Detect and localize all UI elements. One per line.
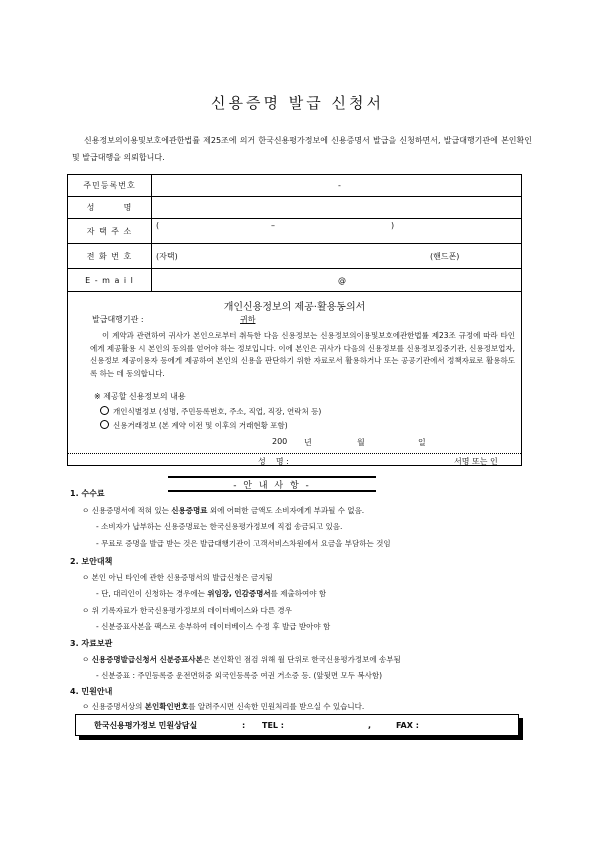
agency-label: 발급대행기관 : [92, 315, 144, 324]
date-day-unit: 일 [418, 438, 426, 447]
footer-comma: , [368, 720, 372, 730]
form-row-resident-number [68, 175, 521, 197]
form-row-email [68, 269, 521, 292]
address-postcode-dash: – [271, 220, 275, 230]
contact-footer [75, 714, 519, 736]
section-heading-security: 2. 보안대책 [70, 557, 113, 566]
form-label: E - m a i l [68, 269, 152, 291]
guide-line: ㅇ 신용증명서에 적혀 있는 신용증명료 외에 어떠한 금액도 소비자에게 부과될 수 없음. [82, 506, 365, 515]
guide-line: ㅇ 신용증명서상의 본인확인번호를 알려주시면 신속한 민원처리를 받으실 수 있습니다. [82, 702, 365, 711]
resident-number-field[interactable]: - [338, 181, 341, 190]
form-label: 전 화 번 호 [68, 244, 152, 268]
form-row-name [68, 197, 521, 219]
address-close-paren: ) [391, 220, 395, 230]
footer-separator: : [242, 720, 246, 730]
date-month-unit: 월 [357, 438, 365, 447]
guide-title: - 안 내 사 항 - [168, 476, 376, 492]
form-label: 주민등록번호 [68, 175, 152, 196]
mobile-phone-field[interactable]: (핸드폰) [430, 251, 460, 261]
consent-section [68, 292, 521, 467]
guide-line: - 무료로 증명을 발급 받는 것은 발급대행기관이 고객서비스차원에서 요금을 부담하는 것임 [96, 539, 391, 548]
application-form [67, 174, 522, 466]
signature-label: 성 명 : [258, 457, 289, 466]
intro-paragraph: 신용정보의이용및보호에관한법률 제25조에 의거 한국신용평가정보에 신용증명서 발급을 신청하면서, 발급대행기관에 본인확인 및 발급대행을 의뢰합니다. [72, 136, 532, 162]
date-year: 200 [272, 437, 288, 446]
footer-tel-label: TEL : [262, 720, 285, 730]
agency-value: 귀하 [240, 315, 256, 324]
guide-line: - 신분증표사본을 팩스로 송부하여 데이터베이스 수정 후 발급 받아야 함 [96, 622, 331, 631]
address-open-paren: ( [156, 220, 160, 230]
consent-title: 개인신용정보의 제공·활용동의서 [223, 302, 366, 313]
section-heading-storage: 3. 자료보관 [70, 639, 113, 648]
signature-row [68, 453, 521, 467]
form-row-address [68, 219, 521, 244]
document-title: 신용증명 발급 신청서 [211, 94, 384, 112]
section-heading-civil: 4. 민원안내 [70, 687, 113, 696]
name-field[interactable] [158, 197, 518, 218]
circle-bullet-icon [100, 420, 109, 429]
form-label: 자 택 주 소 [68, 219, 152, 243]
consent-body: 이 계약과 관련하여 귀사가 본인으로부터 취득한 다음 신용정보는 신용정보의이용및보호에관한법률 제23조 규정에 따라 타인에게 제공활용 시 본인의 동의를 얻어야 하는 정보입니다. 이에 본인은 귀사가 다음의 신용정보를 신용정보집중기관, 신용정보업자, 신용정보 제공이용자 등에게 제공하여 본인의 신용을 판단하기 위한 자료로서 활용하거나 또는 공공기관에서 정책자료로 활용하도록 하는 데 동의합니다. [90, 331, 515, 378]
home-phone-field[interactable]: (자택) [156, 251, 178, 261]
guide-line: ㅇ 본인 아닌 타인에 관한 신용증명서의 발급신청은 금지됨 [82, 573, 273, 582]
section-heading-fee: 1. 수수료 [70, 489, 105, 498]
consent-item: 신용거래정보 (본 계약 이전 및 이후의 거래현황 포함) [100, 420, 288, 431]
email-field[interactable]: @ [338, 275, 346, 285]
guide-line: ㅇ 신용증명발급신청서 신분증표사본은 본인확인 점검 위해 월 단위로 한국신용평가정보에 송부됨 [82, 655, 401, 664]
consent-note: ※ 제공할 신용정보의 내용 [94, 392, 186, 401]
footer-fax-label: FAX : [396, 720, 419, 730]
guide-line: - 신분증표 : 주민등록증 운전면허증 외국인등록증 여권 거소증 등. (앞뒷면 모두 복사함) [96, 671, 383, 680]
circle-bullet-icon [100, 406, 109, 415]
footer-office: 한국신용평가정보 민원상담실 [94, 720, 198, 730]
consent-item: 개인식별정보 (성명, 주민등록번호, 주소, 직업, 직장, 연락처 등) [100, 406, 321, 417]
form-label: 성 명 [68, 197, 152, 218]
date-year-unit: 년 [304, 438, 312, 447]
guide-line: - 소비자가 납부하는 신용증명료는 한국신용평가정보에 직접 송금되고 있음. [96, 522, 343, 531]
form-row-phone [68, 244, 521, 269]
guide-line: ㅇ 위 기록자료가 한국신용평가정보의 데이터베이스와 다른 경우 [82, 606, 292, 615]
signature-suffix: 서명 또는 인 [454, 457, 498, 466]
guide-line: - 단, 대리인이 신청하는 경우에는 위임장, 인감증명서를 제출하여야 함 [96, 589, 327, 598]
